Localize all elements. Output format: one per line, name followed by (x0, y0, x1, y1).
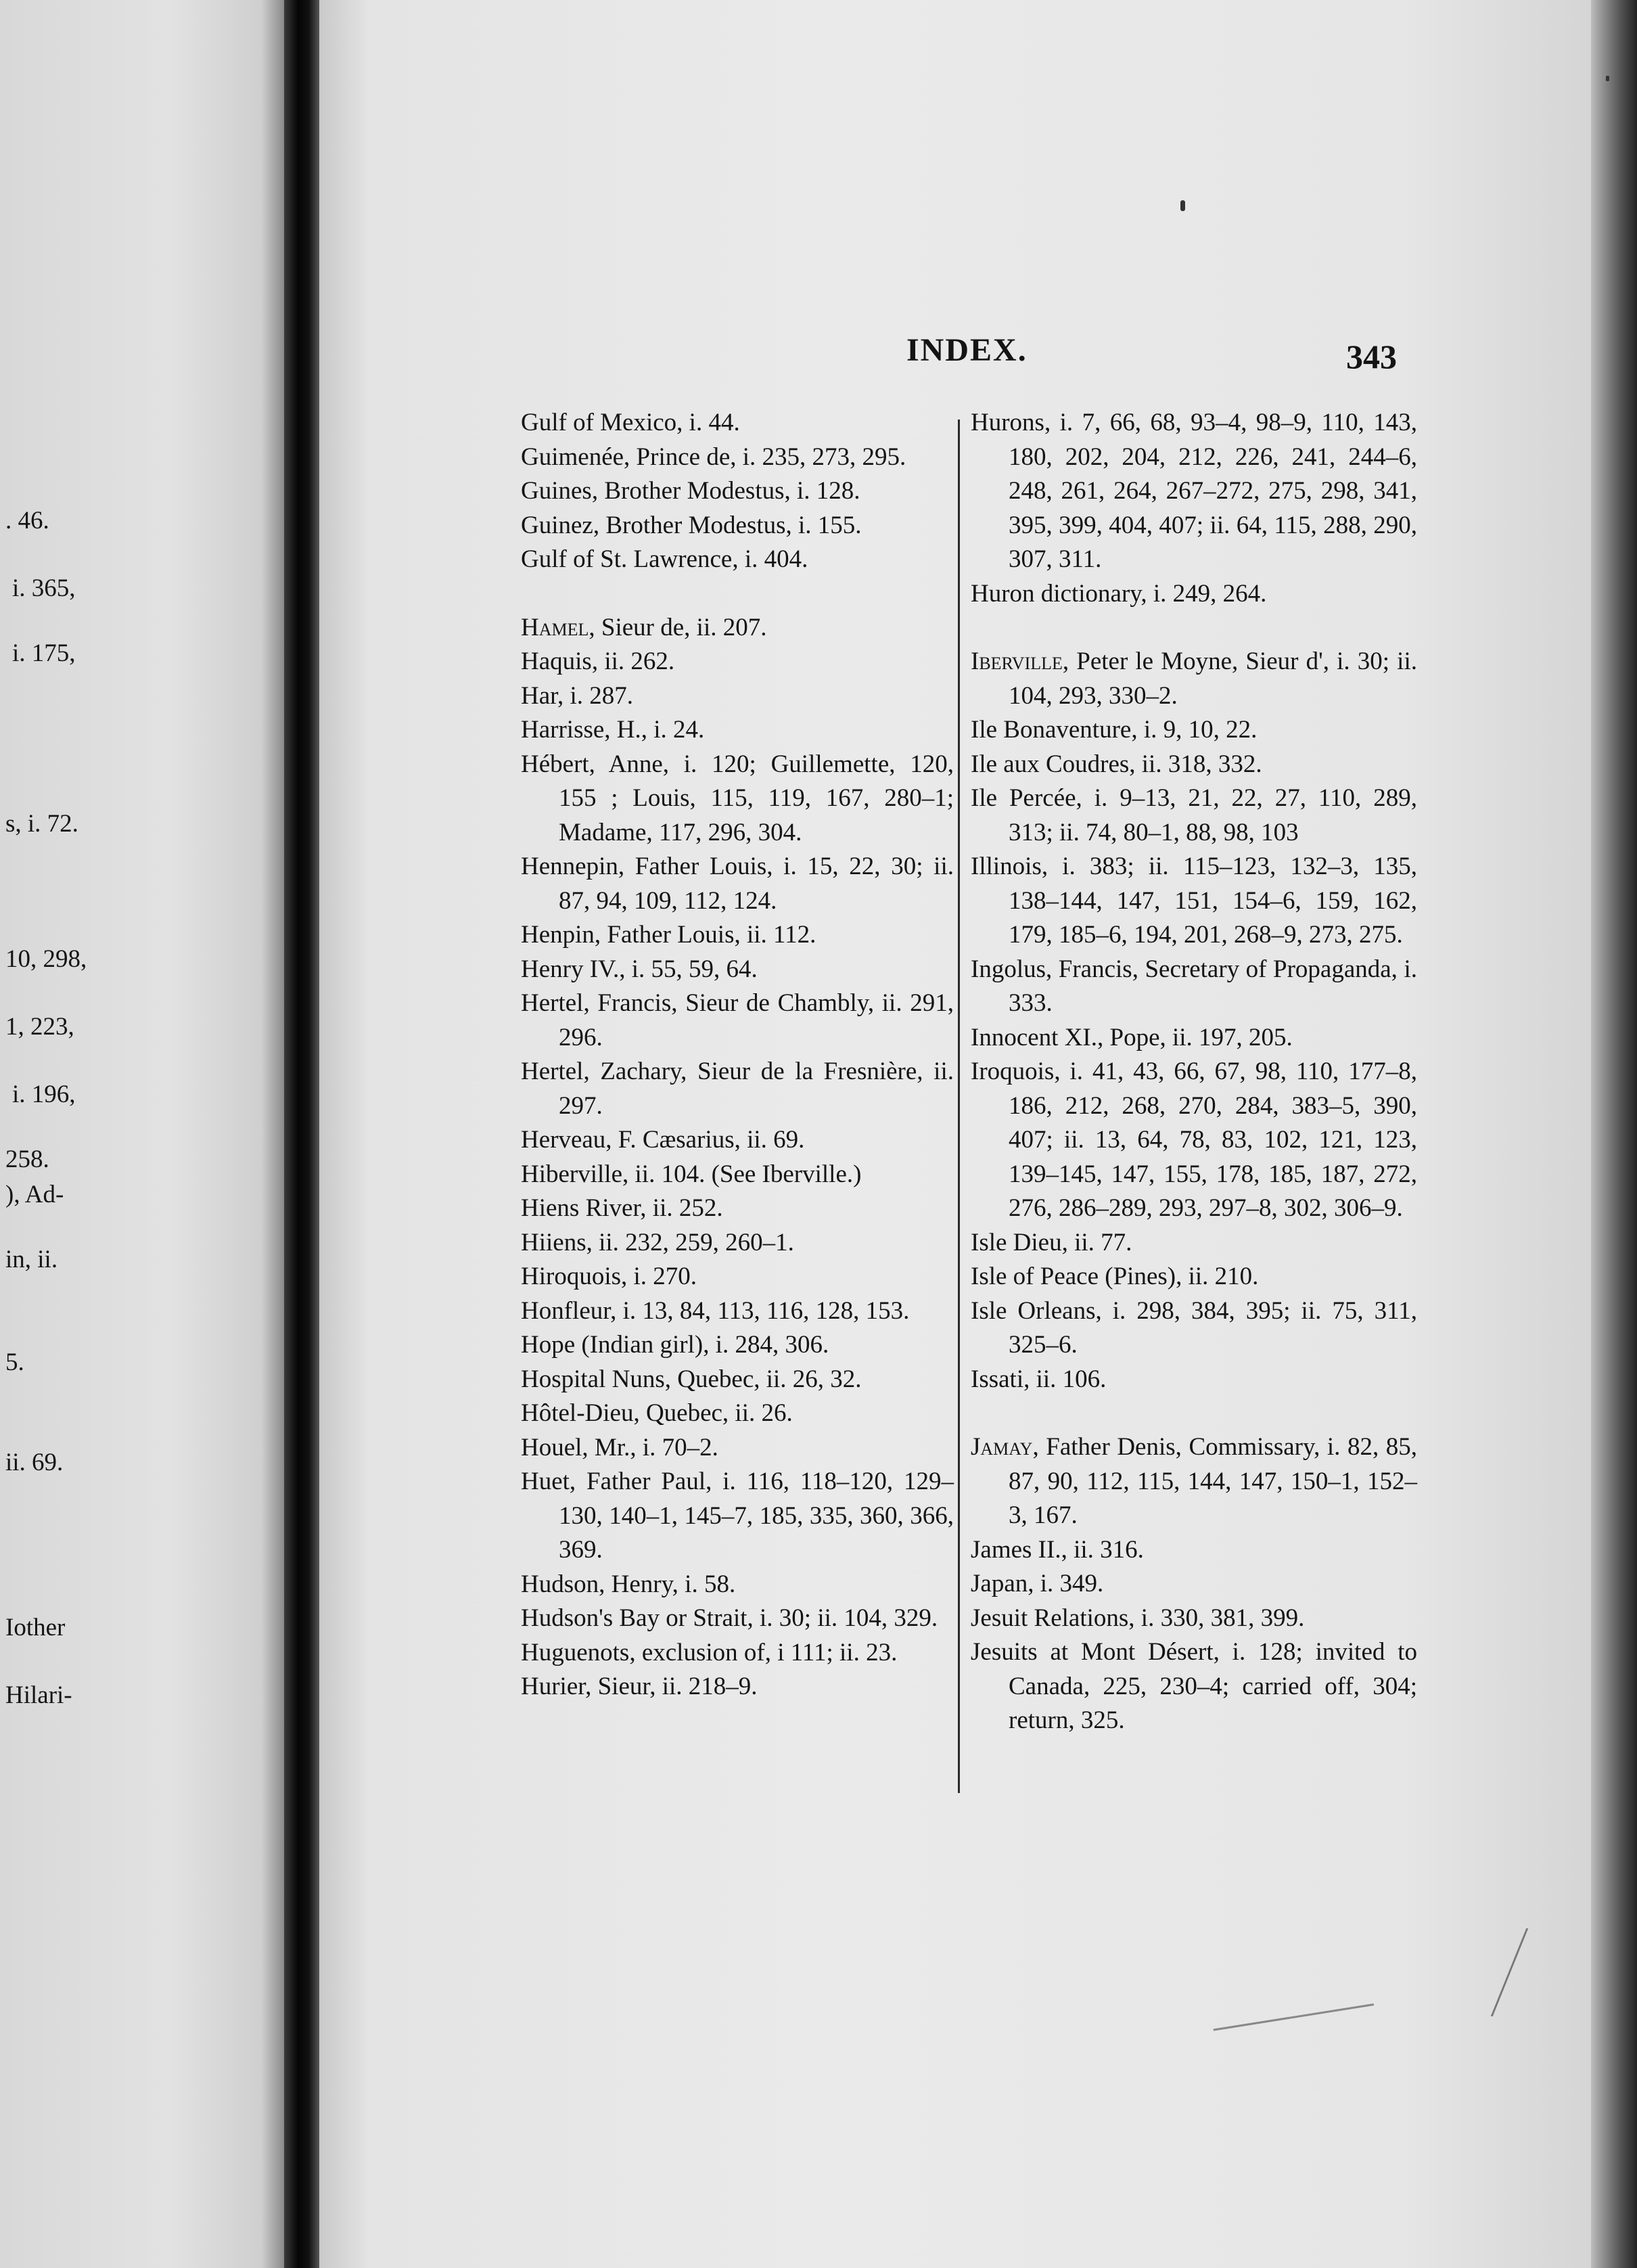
book-gutter (284, 0, 319, 2268)
index-entry: Hébert, Anne, i. 120; Guillemette, 120, 155 ; Louis, 115, 119, 167, 280–1; Madame, 117, 296, 304. (521, 750, 954, 846)
index-entry: Japan, i. 349. (971, 1570, 1104, 1597)
index-entry: Hiens River, ii. 252. (521, 1194, 723, 1222)
facing-page-fragment: i. 196, (12, 1081, 76, 1108)
entry-heading: Iberville (971, 648, 1063, 675)
index-entry: Hamel, Sieur de, ii. 207. (521, 613, 767, 641)
index-entry: Guinez, Brother Modestus, i. 155. (521, 511, 862, 539)
index-entry: Hope (Indian girl), i. 284, 306. (521, 1331, 829, 1359)
entry-heading: Hamel (521, 613, 589, 641)
index-entry: Ile Bonaventure, i. 9, 10, 22. (971, 716, 1258, 744)
page-number: 343 (1346, 338, 1397, 376)
index-entry: Illinois, i. 383; ii. 115–123, 132–3, 135, 138–144, 147, 151, 154–6, 159, 162, 179, 185–6, 194, 201, 268–9, 273, 275. (971, 853, 1417, 949)
facing-page-fragment: . 46. (5, 507, 49, 535)
facing-page (0, 0, 284, 2268)
facing-page-fragment: Hilari- (5, 1681, 72, 1709)
index-entry: Henpin, Father Louis, ii. 112. (521, 921, 816, 949)
index-entry: Ingolus, Francis, Secretary of Propaganda, i. 333. (971, 955, 1417, 1017)
index-entry: Issati, ii. 106. (971, 1365, 1107, 1393)
facing-page-fragment: 1, 223, (5, 1013, 74, 1041)
index-entry: Jesuits at Mont Désert, i. 128; invited to Canada, 225, 230–4; carried off, 304; return, 325. (971, 1638, 1417, 1734)
index-entry: Har, i. 287. (521, 681, 634, 710)
facing-page-fragment: Iother (5, 1614, 66, 1641)
index-entry: Hiroquois, i. 270. (521, 1263, 697, 1290)
index-entry: Iroquois, i. 41, 43, 66, 67, 98, 110, 177–8, 186, 212, 268, 270, 284, 383–5, 390, 407; ii. 13, 64, 78, 83, 102, 121, 123, 139–145, 147, 155, 178, 185, 187, 272, 276, 286–289, 293, 297–8, 302, 306–9. (971, 1058, 1417, 1222)
facing-page-fragment: 5. (5, 1348, 24, 1376)
index-entry: Hiiens, ii. 232, 259, 260–1. (521, 1228, 794, 1256)
facing-page-fragment: i. 175, (12, 639, 76, 667)
index-entry: Isle Dieu, ii. 77. (971, 1228, 1132, 1256)
ink-speck (1606, 76, 1609, 81)
index-entry: Haquis, ii. 262. (521, 648, 675, 675)
index-entry: James II., ii. 316. (971, 1535, 1144, 1564)
page-edge (1591, 0, 1637, 2268)
index-entry: Hertel, Francis, Sieur de Chambly, ii. 291, 296. (521, 989, 954, 1051)
facing-page-fragment: in, ii. (5, 1246, 58, 1273)
column-divider (958, 419, 960, 1793)
page-title: INDEX. (906, 332, 1028, 368)
ink-speck (1180, 200, 1185, 211)
entry-heading: Jamay (971, 1433, 1033, 1461)
index-entry: Hudson, Henry, i. 58. (521, 1570, 736, 1598)
index-entry: Hospital Nuns, Quebec, ii. 26, 32. (521, 1365, 862, 1393)
facing-page-fragment: s, i. 72. (5, 810, 78, 838)
index-entry: Jesuit Relations, i. 330, 381, 399. (971, 1604, 1305, 1632)
index-entry: Henry IV., i. 55, 59, 64. (521, 955, 758, 983)
index-entry: Hôtel-Dieu, Quebec, ii. 26. (521, 1399, 793, 1427)
index-entry: Hurons, i. 7, 66, 68, 93–4, 98–9, 110, 143, 180, 202, 204, 212, 226, 241, 244–6, 248, 261, 264, 267–272, 275, 298, 341, 395, 399, 404, 407; ii. 64, 115, 288, 290, 307, 311. (971, 409, 1417, 573)
index-column-left (521, 406, 954, 1704)
facing-page-fragment: 10, 298, (5, 945, 87, 973)
index-entry: Hertel, Zachary, Sieur de la Fresnière, ii. 297. (521, 1058, 954, 1120)
index-entry: Gulf of Mexico, i. 44. (521, 409, 740, 436)
index-entry: Harrisse, H., i. 24. (521, 716, 705, 744)
index-entry: Huron dictionary, i. 249, 264. (971, 579, 1267, 608)
index-entry: Houel, Mr., i. 70–2. (521, 1433, 718, 1461)
index-entry: Guines, Brother Modestus, i. 128. (521, 477, 860, 505)
index-entry: Gulf of St. Lawrence, i. 404. (521, 545, 808, 573)
index-entry: Innocent XI., Pope, ii. 197, 205. (971, 1023, 1293, 1051)
index-entry: Hudson's Bay or Strait, i. 30; ii. 104, 329. (521, 1604, 938, 1632)
facing-page-fragment: i. 365, (12, 574, 76, 602)
index-column-right (971, 406, 1417, 1738)
index-entry: Iberville, Peter le Moyne, Sieur d', i. 30; ii. 104, 293, 330–2. (971, 648, 1417, 710)
index-entry: Honfleur, i. 13, 84, 113, 116, 128, 153. (521, 1296, 910, 1325)
index-entry: Jamay, Father Denis, Commissary, i. 82, 85, 87, 90, 112, 115, 144, 147, 150–1, 152–3, 167. (971, 1433, 1417, 1529)
index-entry: Guimenée, Prince de, i. 235, 273, 295. (521, 443, 906, 471)
index-entry: Hennepin, Father Louis, i. 15, 22, 30; ii. 87, 94, 109, 112, 124. (521, 853, 954, 915)
index-entry: Huguenots, exclusion of, i 111; ii. 23. (521, 1638, 898, 1666)
index-entry: Hiberville, ii. 104. (See Iberville.) (521, 1160, 862, 1188)
index-entry: Herveau, F. Cæsarius, ii. 69. (521, 1126, 805, 1154)
facing-page-fragment: 258. (5, 1146, 49, 1173)
facing-page-fragment: ), Ad- (5, 1181, 64, 1208)
index-entry: Hurier, Sieur, ii. 218–9. (521, 1673, 758, 1700)
index-entry: Huet, Father Paul, i. 116, 118–120, 129–130, 140–1, 145–7, 185, 335, 360, 366, 369. (521, 1468, 954, 1564)
facing-page-fragment: ii. 69. (5, 1449, 64, 1476)
index-entry: Isle of Peace (Pines), ii. 210. (971, 1263, 1259, 1290)
index-entry: Isle Orleans, i. 298, 384, 395; ii. 75, 311, 325–6. (971, 1296, 1417, 1359)
index-entry: Ile Percée, i. 9–13, 21, 22, 27, 110, 289, 313; ii. 74, 80–1, 88, 98, 103 (971, 784, 1417, 846)
index-entry: Ile aux Coudres, ii. 318, 332. (971, 750, 1262, 778)
